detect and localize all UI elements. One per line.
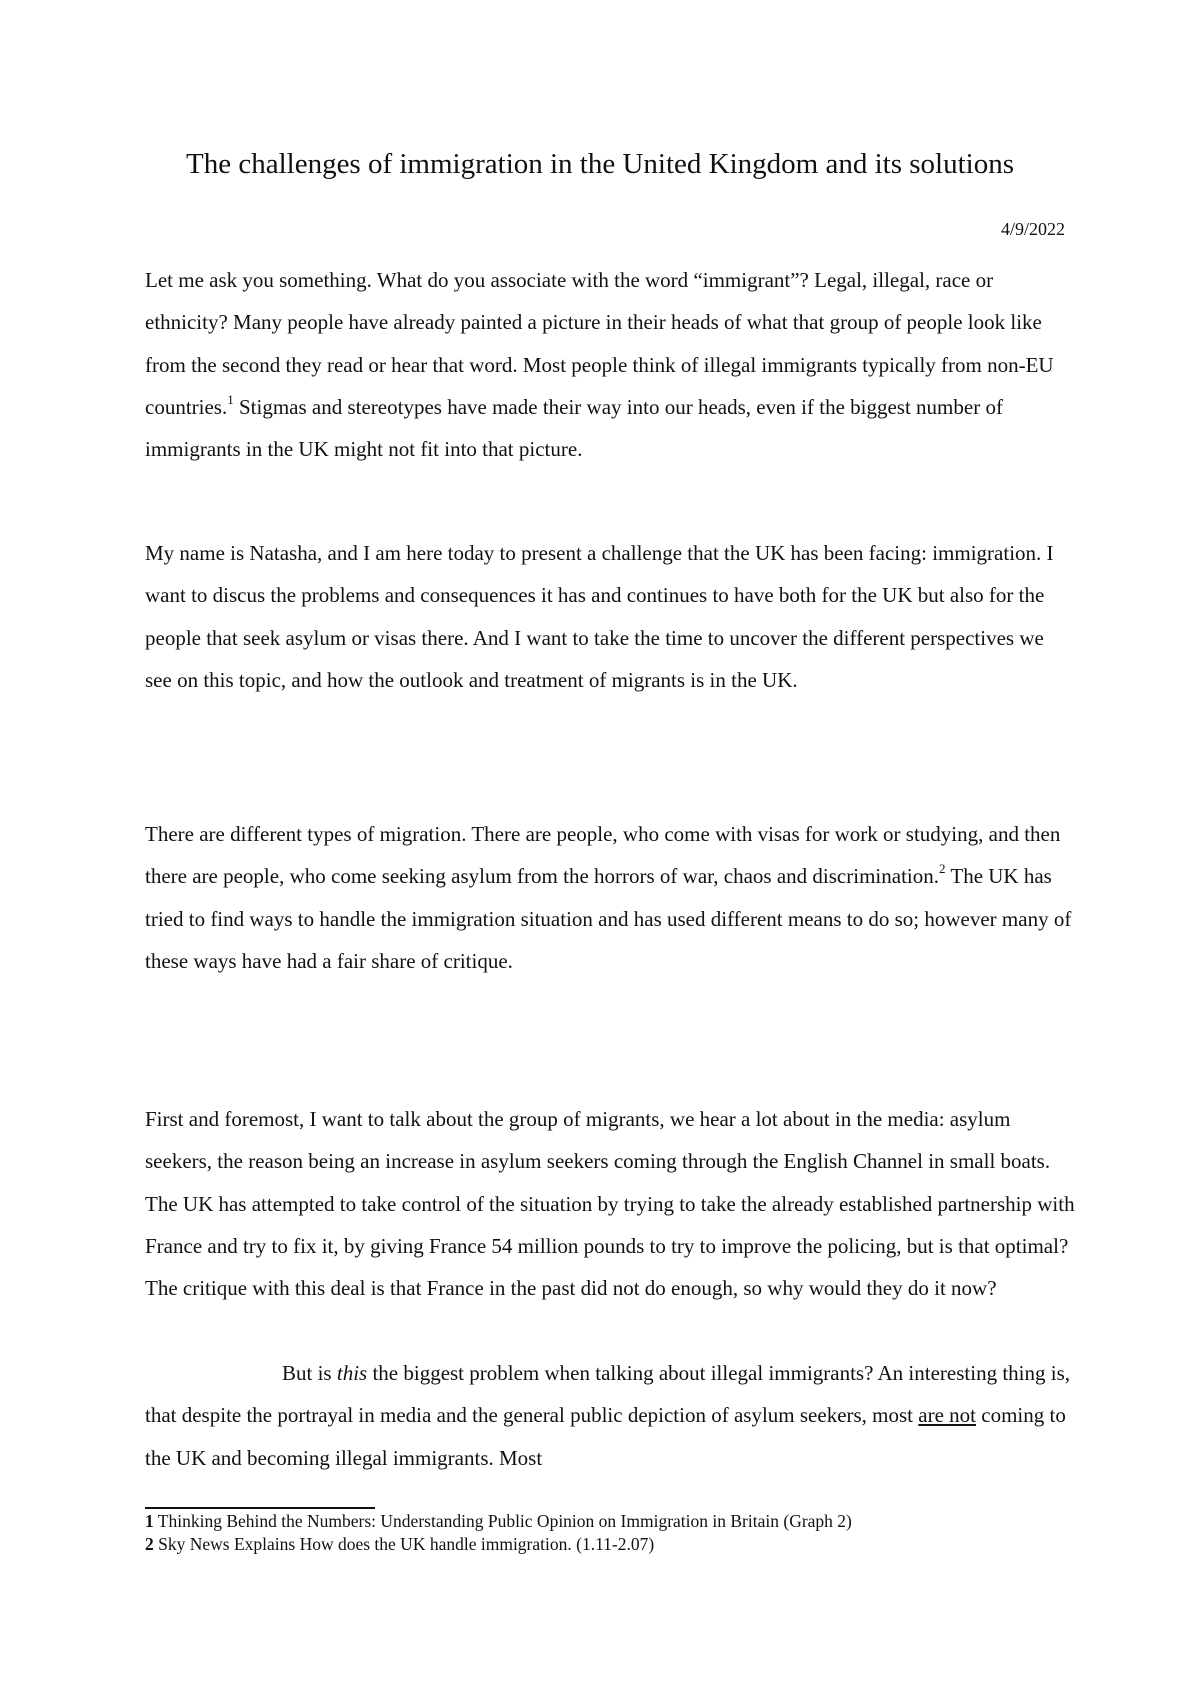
document-title: The challenges of immigration in the United Kingdom and its solutions <box>186 148 1014 180</box>
paragraph-text: the biggest problem when talking about illegal immigrants? An interesting thing is, that despite the portrayal in media and the general public depiction of asylum seekers, most <box>145 1361 1071 1428</box>
paragraph-text: Stigmas and stereotypes have made their way into our heads, even if the biggest number of immigrants in the UK might not fit into that picture. <box>145 394 1003 462</box>
footnote-1 <box>145 1510 1095 1533</box>
footnotes <box>145 1510 1095 1556</box>
footnote-text: Sky News Explains How does the UK handle immigration. (1.11-2.07) <box>153 1534 655 1554</box>
paragraph-text: The UK has tried to find ways to handle the immigration situation and has used different means to do so; however many of these ways have had a fair share of critique. <box>145 864 1072 973</box>
footnote-separator <box>145 1507 375 1509</box>
footnote-2 <box>145 1533 1095 1556</box>
underlined-text: are not <box>918 1403 977 1428</box>
paragraph-presentation: My name is Natasha, and I am here today to present a challenge that the UK has been facing: immigration. I want to discus the problems and consequences it has and continues to have both for the UK but also for the people that seek asylum or visas there. And I want to take the time to uncover the different perspectives we see on this topic, and how the outlook and treatment of migrants is in the UK. <box>145 541 1054 692</box>
emphasis-text: this <box>336 1361 368 1385</box>
paragraph-text: There are different types of migration. There are people, who come with visas for work or studying, and then there are people, who come seeking asylum from the horrors of war, chaos and discrimination. <box>145 822 1061 889</box>
paragraph-text: Let me ask you something. What do you associate with the word “immigrant”? Legal, illegal, race or ethnicity? Many people have already painted a picture in their heads of what that group of people look like from the second they read or hear that word. Most people think of illegal immigrants typically from non-EU countries. <box>145 268 1054 419</box>
paragraph-text: But is <box>282 1361 337 1385</box>
footnote-reference-1: 1 <box>227 391 234 407</box>
footnote-reference-2: 2 <box>939 861 946 877</box>
paragraph-illegal-immigrants <box>145 1352 1075 1479</box>
paragraph-intro <box>145 259 1075 470</box>
footnote-text: Thinking Behind the Numbers: Understanding Public Opinion on Immigration in Britain (Graph 2) <box>153 1511 852 1531</box>
document-date: 4/9/2022 <box>1000 219 1065 239</box>
footnote-number: 2 <box>145 1534 154 1554</box>
paragraph-migration-types <box>145 813 1075 982</box>
paragraph-asylum-seekers: First and foremost, I want to talk about the group of migrants, we hear a lot about in the media: asylum seekers, the reason being an increase in asylum seekers coming through the English Channel in small boats. The UK has attempted to take control of the situation by trying to take the already established partnership with France and try to fix it, by giving France 54 million pounds to try to improve the policing, but is that optimal? The critique with this deal is that France in the past did not do enough, so why would they do it now? <box>145 1107 1075 1301</box>
paragraph-text: coming to the UK and becoming illegal immigrants. Most <box>145 1403 1066 1470</box>
footnote-number: 1 <box>145 1511 154 1531</box>
